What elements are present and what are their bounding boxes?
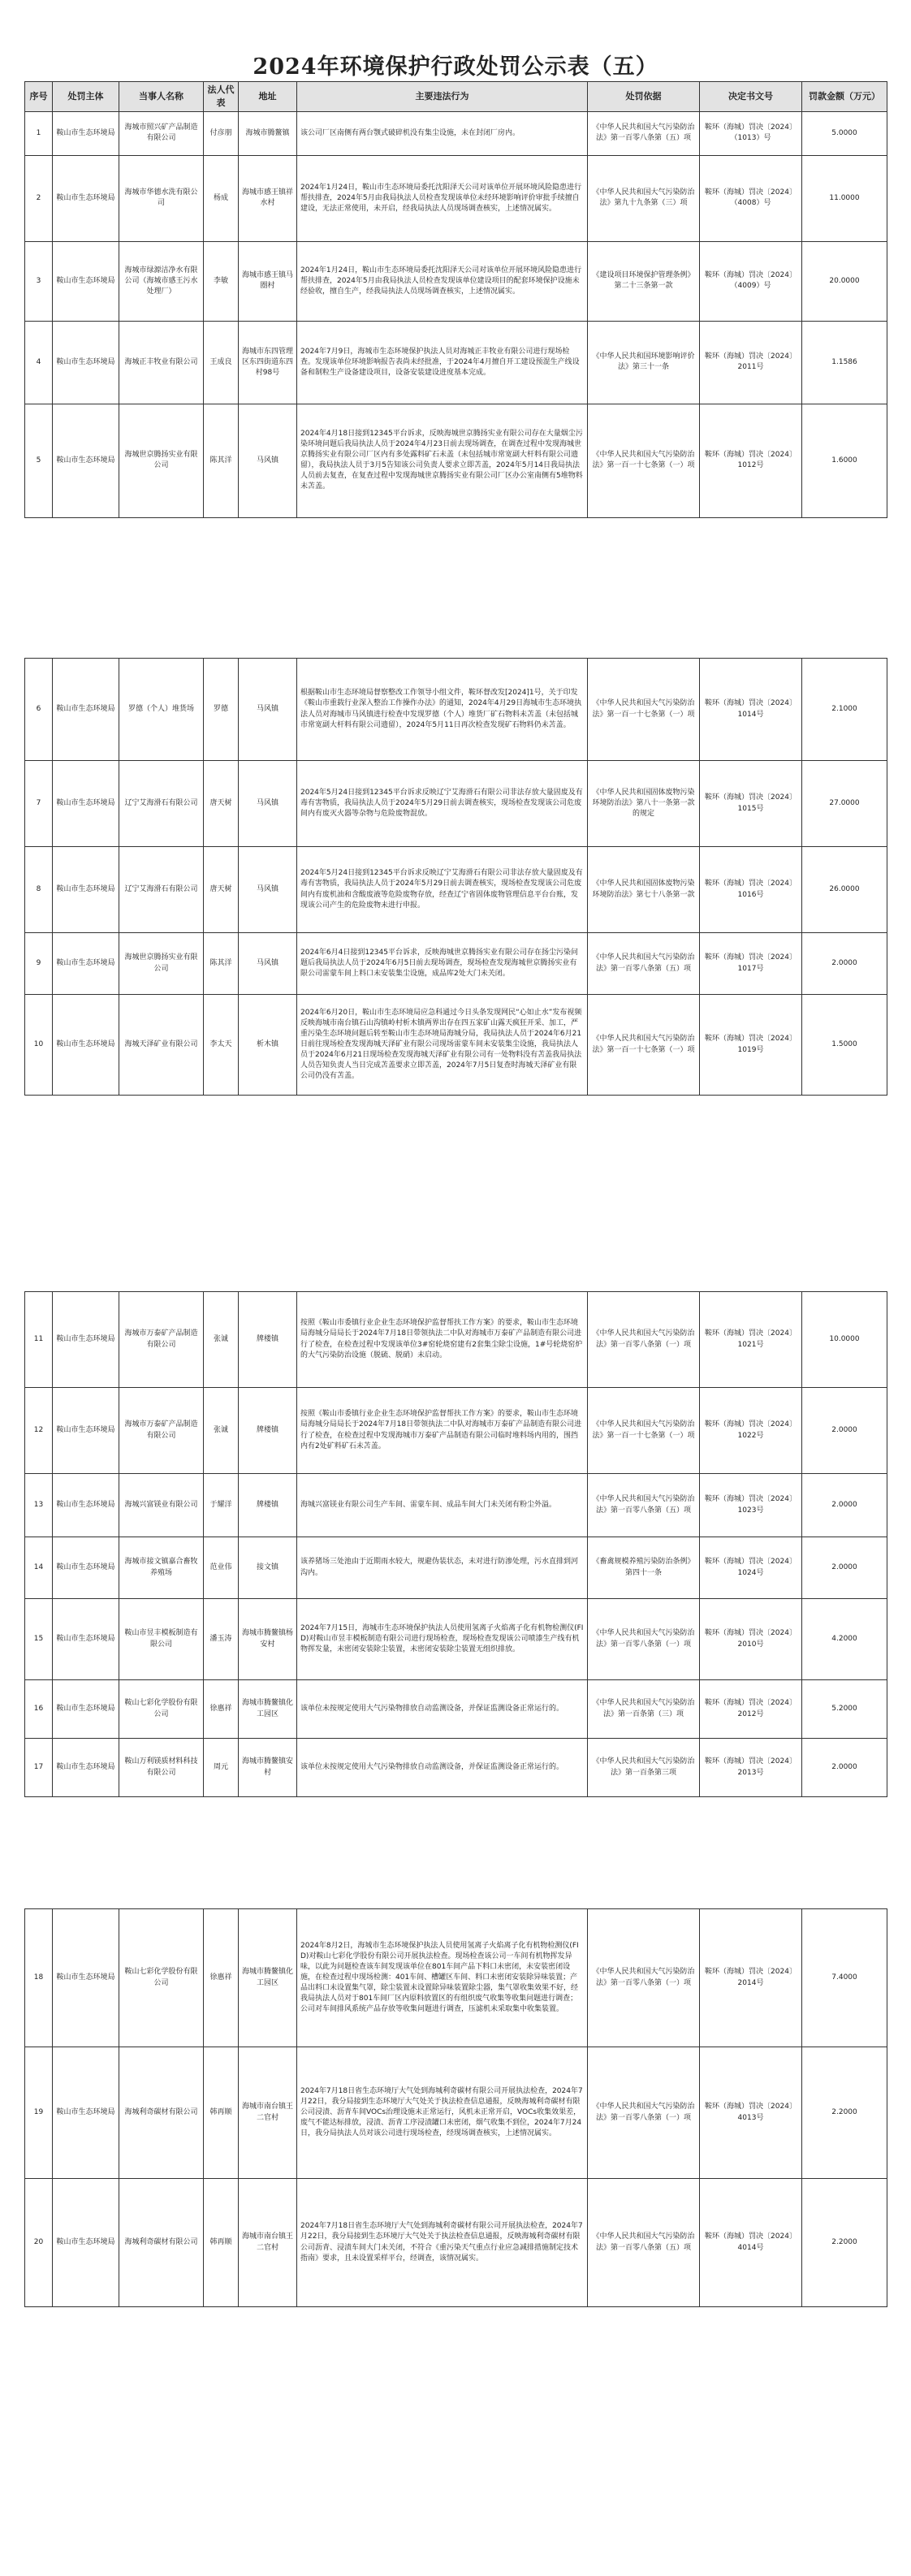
cell-no: 15 bbox=[25, 1599, 53, 1680]
cell-no: 9 bbox=[25, 933, 53, 995]
cell-fine: 26.0000 bbox=[802, 847, 887, 933]
cell-addr: 马风镇 bbox=[239, 847, 297, 933]
cell-party: 辽宁艾海滑石有限公司 bbox=[119, 761, 204, 847]
cell-org: 鞍山市生态环境局 bbox=[53, 1739, 119, 1797]
cell-org: 鞍山市生态环境局 bbox=[53, 155, 119, 241]
cell-basis: 《中华人民共和国大气污染防治法》第一百零八条第（一）项 bbox=[588, 1599, 700, 1680]
cell-org: 鞍山市生态环境局 bbox=[53, 933, 119, 995]
cell-fine: 1.1586 bbox=[802, 321, 887, 404]
cell-org: 鞍山市生态环境局 bbox=[53, 761, 119, 847]
cell-basis: 《中华人民共和国大气污染防治法》第一百条第（三）项 bbox=[588, 1680, 700, 1739]
header-fine: 罚款金额（万元） bbox=[802, 82, 887, 112]
cell-doc: 鞍环（海城）罚决〔2024〕（4008）号 bbox=[700, 155, 802, 241]
cell-fine: 20.0000 bbox=[802, 241, 887, 321]
cell-no: 14 bbox=[25, 1537, 53, 1599]
cell-org: 鞍山市生态环境局 bbox=[53, 1680, 119, 1739]
cell-party: 海城市照兴矿产品制造有限公司 bbox=[119, 111, 204, 155]
cell-doc: 鞍环（海城）罚决〔2024〕1021号 bbox=[700, 1292, 802, 1388]
cell-act: 该单位未按规定使用大气污染物排放自动监测设备，并保证监测设备正常运行的。 bbox=[297, 1680, 588, 1739]
cell-addr: 牌楼镇 bbox=[239, 1388, 297, 1474]
cell-doc: 鞍环（海城）罚决〔2024〕4013号 bbox=[700, 2047, 802, 2179]
cell-party: 海城市万泰矿产品制造有限公司 bbox=[119, 1388, 204, 1474]
table-row bbox=[25, 1474, 887, 1537]
cell-rep: 陈其洋 bbox=[204, 404, 239, 517]
page-title: 2024年环境保护行政处罚公示表（五） bbox=[253, 54, 658, 80]
cell-addr: 接文镇 bbox=[239, 1537, 297, 1599]
header-addr: 地址 bbox=[239, 82, 297, 112]
table-row bbox=[25, 111, 887, 155]
cell-basis: 《中华人民共和国大气污染防治法》第一百一十七条第（一）项 bbox=[588, 995, 700, 1096]
cell-act: 按照《鞍山市委镇行业企业生态环境保护监督帮扶工作方案》的要求，鞍山市生态环境局海城分局局长于2024年7月18日带领执法二中队对海城市万泰矿产品制造有限公司进行了检查，在检查过程中发现该单位3#窑轮烧窑建有2套集尘除尘设施，1#号轮烧窑炉的大气污染防治设施（脱硫、脱硝）未启动。 bbox=[297, 1292, 588, 1388]
cell-act: 按照《鞍山市委镇行业企业生态环境保护监督帮扶工作方案》的要求，鞍山市生态环境局海城分局局长于2024年7月18日带领执法二中队对海城市万泰矿产品制造有限公司进行了检查，在检查过程中发现海城市万泰矿产品制造有限公司临时堆料场内用的，围挡内有2处矿料矿石未苫盖。 bbox=[297, 1388, 588, 1474]
table-row bbox=[25, 847, 887, 933]
cell-doc: 鞍环（海城）罚决〔2024〕1016号 bbox=[700, 847, 802, 933]
cell-addr: 马风镇 bbox=[239, 933, 297, 995]
cell-org: 鞍山市生态环境局 bbox=[53, 1537, 119, 1599]
table-row bbox=[25, 1388, 887, 1474]
cell-fine: 2.0000 bbox=[802, 1537, 887, 1599]
cell-fine: 2.2000 bbox=[802, 2047, 887, 2179]
cell-basis: 《畜禽规模养殖污染防治条例》第四十一条 bbox=[588, 1537, 700, 1599]
cell-party: 海城市华德水洗有限公司 bbox=[119, 155, 204, 241]
cell-rep: 潘玉涛 bbox=[204, 1599, 239, 1680]
cell-rep: 唐天树 bbox=[204, 761, 239, 847]
table-row bbox=[25, 1909, 887, 2047]
cell-basis: 《中华人民共和国大气污染防治法》第一百零八条第（一）项 bbox=[588, 2047, 700, 2179]
cell-no: 5 bbox=[25, 404, 53, 517]
cell-rep: 范业伟 bbox=[204, 1537, 239, 1599]
cell-no: 13 bbox=[25, 1474, 53, 1537]
table-row bbox=[25, 995, 887, 1096]
cell-org: 鞍山市生态环境局 bbox=[53, 241, 119, 321]
cell-rep: 唐天树 bbox=[204, 847, 239, 933]
cell-doc: 鞍环（海城）罚决〔2024〕4014号 bbox=[700, 2179, 802, 2307]
cell-fine: 4.2000 bbox=[802, 1599, 887, 1680]
cell-addr: 马风镇 bbox=[239, 404, 297, 517]
cell-party: 辽宁艾海滑石有限公司 bbox=[119, 847, 204, 933]
cell-party: 鞍山万利镁质材料科技有限公司 bbox=[119, 1739, 204, 1797]
table-row bbox=[25, 659, 887, 761]
cell-org: 鞍山市生态环境局 bbox=[53, 995, 119, 1096]
cell-basis: 《中华人民共和国大气污染防治法》第一百零八条第（一）项 bbox=[588, 1292, 700, 1388]
cell-party: 海城天泽矿业有限公司 bbox=[119, 995, 204, 1096]
cell-addr: 海城市腾鳌镇安村 bbox=[239, 1739, 297, 1797]
cell-doc: 鞍环（海城）罚决〔2024〕2011号 bbox=[700, 321, 802, 404]
cell-basis: 《中华人民共和国环境影响评价法》第三十一条 bbox=[588, 321, 700, 404]
cell-no: 4 bbox=[25, 321, 53, 404]
table-row bbox=[25, 1292, 887, 1388]
cell-rep: 周元 bbox=[204, 1739, 239, 1797]
cell-act: 2024年1月24日，鞍山市生态环境局委托沈阳泽天公司对该单位开展环境风险隐患进行帮扶排查，2024年5月由我局执法人员检查发现该单位未经环境影响评价审批手续擅自建设，无法正常使用，未开启，经我局执法人员现场调查核实，上述情况属实。 bbox=[297, 155, 588, 241]
cell-basis: 《中华人民共和国大气污染防治法》第一百零八条第（五）项 bbox=[588, 1474, 700, 1537]
cell-rep: 付彦朋 bbox=[204, 111, 239, 155]
cell-org: 鞍山市生态环境局 bbox=[53, 321, 119, 404]
cell-basis: 《中华人民共和国固体废物污染环境防治法》第八十一条第一款的规定 bbox=[588, 761, 700, 847]
cell-basis: 《中华人民共和国大气污染防治法》第一百一十七条第（一）项 bbox=[588, 659, 700, 761]
cell-org: 鞍山市生态环境局 bbox=[53, 1909, 119, 2047]
cell-rep: 韩再顺 bbox=[204, 2179, 239, 2307]
cell-act: 该公司厂区南侧有两台颚式破碎机没有集尘设施，未在封闭厂房内。 bbox=[297, 111, 588, 155]
cell-addr: 海城市南台镇王二官村 bbox=[239, 2179, 297, 2307]
cell-basis: 《中华人民共和国大气污染防治法》第一百一十七条第（一）项 bbox=[588, 1388, 700, 1474]
cell-doc: 鞍环（海城）罚决〔2024〕（1013）号 bbox=[700, 111, 802, 155]
cell-org: 鞍山市生态环境局 bbox=[53, 2047, 119, 2179]
header-row bbox=[25, 82, 887, 112]
cell-party: 海城利奇碳材有限公司 bbox=[119, 2047, 204, 2179]
header-act: 主要违法行为 bbox=[297, 82, 588, 112]
cell-party: 海城市万泰矿产品制造有限公司 bbox=[119, 1292, 204, 1388]
cell-fine: 2.2000 bbox=[802, 2179, 887, 2307]
cell-no: 7 bbox=[25, 761, 53, 847]
cell-no: 3 bbox=[25, 241, 53, 321]
table-page-2 bbox=[24, 658, 887, 1096]
cell-no: 18 bbox=[25, 1909, 53, 2047]
cell-addr: 海城市腾鳌镇杨安村 bbox=[239, 1599, 297, 1680]
cell-doc: 鞍环（海城）罚决〔2024〕1022号 bbox=[700, 1388, 802, 1474]
cell-act: 2024年7月15日，海城市生态环境保护执法人员使用氢离子火焰离子化有机物检测仪(FID)对鞍山市昱丰模板制造有限公司进行现场检查，现场检查发现该公司喷漆生产线有机物挥发量，未密闭安装除尘装置，未密闭安装除尘装置无组织排放。 bbox=[297, 1599, 588, 1680]
cell-addr: 牌楼镇 bbox=[239, 1474, 297, 1537]
cell-rep: 王成良 bbox=[204, 321, 239, 404]
cell-addr: 海城市南台镇王二官村 bbox=[239, 2047, 297, 2179]
header-org: 处罚主体 bbox=[53, 82, 119, 112]
cell-basis: 《中华人民共和国大气污染防治法》第一百条第三项 bbox=[588, 1739, 700, 1797]
table-row bbox=[25, 1680, 887, 1739]
cell-fine: 5.0000 bbox=[802, 111, 887, 155]
cell-fine: 2.0000 bbox=[802, 1388, 887, 1474]
cell-rep: 徐惠祥 bbox=[204, 1680, 239, 1739]
cell-doc: 鞍环（海城）罚决〔2024〕2010号 bbox=[700, 1599, 802, 1680]
cell-act: 该单位未按规定使用大气污染物排放自动监测设备，并保证监测设备正常运行的。 bbox=[297, 1739, 588, 1797]
cell-party: 海城市绿源洁净水有限公司（海城市感王污水处理厂） bbox=[119, 241, 204, 321]
cell-rep: 于耀洋 bbox=[204, 1474, 239, 1537]
cell-act: 海城兴富镁业有限公司生产车间、雷蒙车间、成品车间大门未关闭有粉尘外溢。 bbox=[297, 1474, 588, 1537]
cell-rep: 韩再顺 bbox=[204, 2047, 239, 2179]
cell-fine: 11.0000 bbox=[802, 155, 887, 241]
cell-addr: 牌楼镇 bbox=[239, 1292, 297, 1388]
cell-fine: 2.1000 bbox=[802, 659, 887, 761]
cell-org: 鞍山市生态环境局 bbox=[53, 111, 119, 155]
cell-act: 2024年7月18日省生态环境厅大气处到海城利奇碳材有限公司开展执法检查，2024年7月22日，我分局接到生态环境厅大气处关于执法检查信息通报，反映海城利奇碳材有限公司浸渍、沥青车间VOCs治理设施未正常运行，风机未正常开启，VOCs收集效果差，废气不能达标排放，浸渍、沥青工序浸渍罐口未密闭，烟气收集不到位，2024年7月24日，我分局执法人员对该公司进行现场检查，经现场调查核实，上述情况属实。 bbox=[297, 2047, 588, 2179]
header-no: 序号 bbox=[25, 82, 53, 112]
cell-no: 1 bbox=[25, 111, 53, 155]
cell-rep: 陈其洋 bbox=[204, 933, 239, 995]
header-basis: 处罚依据 bbox=[588, 82, 700, 112]
cell-rep: 张诚 bbox=[204, 1292, 239, 1388]
cell-basis: 《中华人民共和国大气污染防治法》第一百零八条第（五）项 bbox=[588, 933, 700, 995]
cell-basis: 《中华人民共和国固体废物污染环境防治法》第七十八条第一款 bbox=[588, 847, 700, 933]
cell-fine: 1.5000 bbox=[802, 995, 887, 1096]
cell-doc: 鞍环（海城）罚决〔2024〕2013号 bbox=[700, 1739, 802, 1797]
cell-addr: 海城市感王镇祥水村 bbox=[239, 155, 297, 241]
cell-no: 6 bbox=[25, 659, 53, 761]
cell-basis: 《建设项目环境保护管理条例》第二十三条第一款 bbox=[588, 241, 700, 321]
table-row bbox=[25, 1599, 887, 1680]
cell-act: 该养猪场三处池由于近期雨水较大，规避伪装状态，未对进行防渗处理，污水直排到河沟内。 bbox=[297, 1537, 588, 1599]
penalty-table bbox=[24, 81, 887, 518]
cell-no: 11 bbox=[25, 1292, 53, 1388]
cell-act: 2024年7月18日省生态环境厅大气处到海城利奇碳材有限公司开展执法检查，2024年7月22日，我分局接到生态环境厅大气处关于执法检查信息通报，反映海城利奇碳材有限公司沥青、浸渍车间大门未关闭，不符合《重污染天气重点行业应急减排措施制定技术指南》要求，且未设置采样平台，经调查，该情况属实。 bbox=[297, 2179, 588, 2307]
cell-party: 海城市接文镇嘉合畜牧养殖场 bbox=[119, 1537, 204, 1599]
table-row bbox=[25, 404, 887, 517]
cell-act: 2024年8月2日，海城市生态环境保护执法人员使用氢离子火焰离子化有机物检测仪(FID)对鞍山七彩化学股份有限公司开展执法检查。现场检查该公司一车间有机物挥发异味，以此为问题检查该车间发现该单位在801车间产品下料口未密闭，未安装密闭设施，在检查过程中现场检测：401车间、槽罐区车间、料口未密闭安装除异味装置；产品出料口未设置集气罩，除尘装置未设置除异味装置除尘器，集气罩收集效果不好，经我局执法人员对于801车间厂区内原料放置区的有组织废气收集等收集问题进行调查；公司对车间排风系统产品存放等收集问题进行调查，压滤机未采取集中收集装置。 bbox=[297, 1909, 588, 2047]
cell-fine: 27.0000 bbox=[802, 761, 887, 847]
cell-fine: 1.6000 bbox=[802, 404, 887, 517]
table-row bbox=[25, 1739, 887, 1797]
cell-doc: 鞍环（海城）罚决〔2024〕1014号 bbox=[700, 659, 802, 761]
cell-act: 根据鞍山市生态环境局督察整改工作领导小组文件，鞍环督改发[2024]1号，关于印发《鞍山市重载行业深入整治工作操作办法》的通知，2024年4月29日海城市生态环境执法人员对海城市马风镇进行检查中发现罗德（个人）堆货厂矿石物料未苫盖（未包括城市常宽副大杆料有限公司遗留），2024年5月11日再次检查发现矿石物料仍未苫盖。 bbox=[297, 659, 588, 761]
cell-doc: 鞍环（海城）罚决〔2024〕2014号 bbox=[700, 1909, 802, 2047]
cell-act: 2024年5月24日接到12345平台诉求反映辽宁艾海滑石有限公司非法存放大量固废及有毒有害物质，我局执法人员于2024年5月29日前去调查核实，现场检查发现该公司危废间内有废机油和含酸废液等危险废物存放，经查辽宁省固体废物管理信息平台台账，发现该公司产生的危险废物未进行申报。 bbox=[297, 847, 588, 933]
cell-rep: 杨成 bbox=[204, 155, 239, 241]
cell-basis: 《中华人民共和国大气污染防治法》第一百零八条第（五）项 bbox=[588, 2179, 700, 2307]
cell-basis: 《中华人民共和国大气污染防治法》第一百一十七条第（一）项 bbox=[588, 404, 700, 517]
penalty-table bbox=[24, 1291, 887, 1797]
cell-org: 鞍山市生态环境局 bbox=[53, 1599, 119, 1680]
cell-fine: 2.0000 bbox=[802, 933, 887, 995]
cell-org: 鞍山市生态环境局 bbox=[53, 659, 119, 761]
cell-act: 2024年6月4日接到12345平台诉求，反映海城世京腾扬实业有限公司存在扬尘污染问题后我局执法人员于2024年6月5日前去现场调查，现场检查发现海城世京腾扬实业有限公司雷蒙车间上料口未安装集尘设施，成品库2处大门未关闭。 bbox=[297, 933, 588, 995]
cell-act: 2024年4月18日接到12345平台诉求，反映海城世京腾扬实业有限公司存在大量烟尘污染环境问题后我局执法人员于2024年4月23日前去现场调查，在调查过程中发现海城世京腾扬实业有限公司厂区内有多处露料矿石未盖（未包括城市常宽副大杆料有限公司遗留），我局执法人员于3月5告知该公司负责人要求立即苫盖，2024年5月14日我局执法人员前去复查，在复查过程中发现海城世京腾扬实业有限公司厂区办公室南侧有5堆物料未苫盖。 bbox=[297, 404, 588, 517]
cell-party: 海城世京腾扬实业有限公司 bbox=[119, 404, 204, 517]
table-row bbox=[25, 2179, 887, 2307]
cell-no: 2 bbox=[25, 155, 53, 241]
cell-addr: 海城市腾鳌镇化工园区 bbox=[239, 1680, 297, 1739]
cell-fine: 7.4000 bbox=[802, 1909, 887, 2047]
cell-doc: 鞍环（海城）罚决〔2024〕（4009）号 bbox=[700, 241, 802, 321]
cell-no: 17 bbox=[25, 1739, 53, 1797]
table-row bbox=[25, 761, 887, 847]
cell-no: 20 bbox=[25, 2179, 53, 2307]
cell-basis: 《中华人民共和国大气污染防治法》第一百零八条第（五）项 bbox=[588, 111, 700, 155]
cell-no: 16 bbox=[25, 1680, 53, 1739]
cell-org: 鞍山市生态环境局 bbox=[53, 2179, 119, 2307]
cell-org: 鞍山市生态环境局 bbox=[53, 1292, 119, 1388]
cell-addr: 马风镇 bbox=[239, 659, 297, 761]
cell-party: 罗德（个人）堆货场 bbox=[119, 659, 204, 761]
cell-basis: 《中华人民共和国大气污染防治法》第一百零八条第（一）项 bbox=[588, 1909, 700, 2047]
cell-doc: 鞍环（海城）罚决〔2024〕1019号 bbox=[700, 995, 802, 1096]
cell-addr: 析木镇 bbox=[239, 995, 297, 1096]
cell-doc: 鞍环（海城）罚决〔2024〕1012号 bbox=[700, 404, 802, 517]
table-row bbox=[25, 241, 887, 321]
cell-doc: 鞍环（海城）罚决〔2024〕1024号 bbox=[700, 1537, 802, 1599]
cell-party: 海城世京腾扬实业有限公司 bbox=[119, 933, 204, 995]
table-page-4 bbox=[24, 1908, 887, 2307]
cell-party: 海城兴富镁业有限公司 bbox=[119, 1474, 204, 1537]
header-doc: 决定书文号 bbox=[700, 82, 802, 112]
cell-fine: 5.2000 bbox=[802, 1680, 887, 1739]
cell-rep: 李敏 bbox=[204, 241, 239, 321]
cell-act: 2024年1月24日，鞍山市生态环境局委托沈阳泽天公司对该单位开展环境风险隐患进行帮扶排查，2024年5月由我局执法人员检查发现该单位建设项目的配套环境保护设施未经验收，擅自生产，经我局执法人员现场调查核实，上述情况属实。 bbox=[297, 241, 588, 321]
cell-doc: 鞍环（海城）罚决〔2024〕1015号 bbox=[700, 761, 802, 847]
table-row bbox=[25, 321, 887, 404]
cell-addr: 海城市东四管理区东四街道东四村98号 bbox=[239, 321, 297, 404]
cell-no: 8 bbox=[25, 847, 53, 933]
cell-basis: 《中华人民共和国大气污染防治法》第九十九条第（三）项 bbox=[588, 155, 700, 241]
cell-rep: 罗德 bbox=[204, 659, 239, 761]
cell-act: 2024年6月20日，鞍山市生态环境局应急科通过今日头条发现网民“心如止水”发布视频反映海城市南台镇石山沟镇岭村析木镇两界出存在四五家矿山露天疯狂开采、加工，严重污染生态环境问题后转至鞍山市生态环境局海城分局，我局执法人员于2024年6月21日前往现场检查发现海城天泽矿业有限公司现场雷蒙车间未安装集尘设施，我局执法人员于2024年6月21日现场检查发现海城天泽矿业有限公司有一处物料没有苫盖我局执法人员告知负责人当日完成苫盖要求立即苫盖，2024年7月5日复查时海城天泽矿业有限公司仍没有苫盖。 bbox=[297, 995, 588, 1096]
cell-addr: 马风镇 bbox=[239, 761, 297, 847]
cell-party: 海城正丰牧业有限公司 bbox=[119, 321, 204, 404]
cell-act: 2024年5月24日接到12345平台诉求反映辽宁艾海滑石有限公司非法存放大量固废及有毒有害物质，我局执法人员于2024年5月29日前去调查核实，现场检查发现该公司危废间内有废灭火器等杂物与危险废物混放。 bbox=[297, 761, 588, 847]
penalty-table bbox=[24, 658, 887, 1096]
cell-doc: 鞍环（海城）罚决〔2024〕1017号 bbox=[700, 933, 802, 995]
cell-fine: 2.0000 bbox=[802, 1739, 887, 1797]
cell-party: 鞍山七彩化学股份有限公司 bbox=[119, 1680, 204, 1739]
cell-org: 鞍山市生态环境局 bbox=[53, 1388, 119, 1474]
cell-party: 鞍山市昱丰模板制造有限公司 bbox=[119, 1599, 204, 1680]
table-row bbox=[25, 2047, 887, 2179]
cell-party: 海城利奇碳材有限公司 bbox=[119, 2179, 204, 2307]
cell-addr: 海城市腾鳌镇化工园区 bbox=[239, 1909, 297, 2047]
cell-fine: 2.0000 bbox=[802, 1474, 887, 1537]
cell-org: 鞍山市生态环境局 bbox=[53, 1474, 119, 1537]
cell-act: 2024年7月9日，海城市生态环境保护执法人员对海城正丰牧业有限公司进行现场检查。发现该单位环境影响报告表尚未经批准，于2024年4月擅自开工建设预混生产线设备和制粒生产设备建设项目，设备安装建设进度基本完成。 bbox=[297, 321, 588, 404]
cell-org: 鞍山市生态环境局 bbox=[53, 404, 119, 517]
cell-rep: 张诚 bbox=[204, 1388, 239, 1474]
table-row bbox=[25, 155, 887, 241]
table-row bbox=[25, 1537, 887, 1599]
cell-doc: 鞍环（海城）罚决〔2024〕2012号 bbox=[700, 1680, 802, 1739]
cell-no: 10 bbox=[25, 995, 53, 1096]
cell-party: 鞍山七彩化学股份有限公司 bbox=[119, 1909, 204, 2047]
cell-rep: 徐惠祥 bbox=[204, 1909, 239, 2047]
cell-addr: 海城市感王镇马圈村 bbox=[239, 241, 297, 321]
header-party: 当事人名称 bbox=[119, 82, 204, 112]
table-page-1 bbox=[24, 81, 887, 518]
cell-addr: 海城市腾鳌镇 bbox=[239, 111, 297, 155]
cell-fine: 10.0000 bbox=[802, 1292, 887, 1388]
cell-org: 鞍山市生态环境局 bbox=[53, 847, 119, 933]
table-row bbox=[25, 933, 887, 995]
cell-doc: 鞍环（海城）罚决〔2024〕1023号 bbox=[700, 1474, 802, 1537]
cell-rep: 李太天 bbox=[204, 995, 239, 1096]
table-page-3 bbox=[24, 1291, 887, 1797]
cell-no: 12 bbox=[25, 1388, 53, 1474]
penalty-table bbox=[24, 1908, 887, 2307]
header-rep: 法人代表 bbox=[204, 82, 239, 112]
cell-no: 19 bbox=[25, 2047, 53, 2179]
